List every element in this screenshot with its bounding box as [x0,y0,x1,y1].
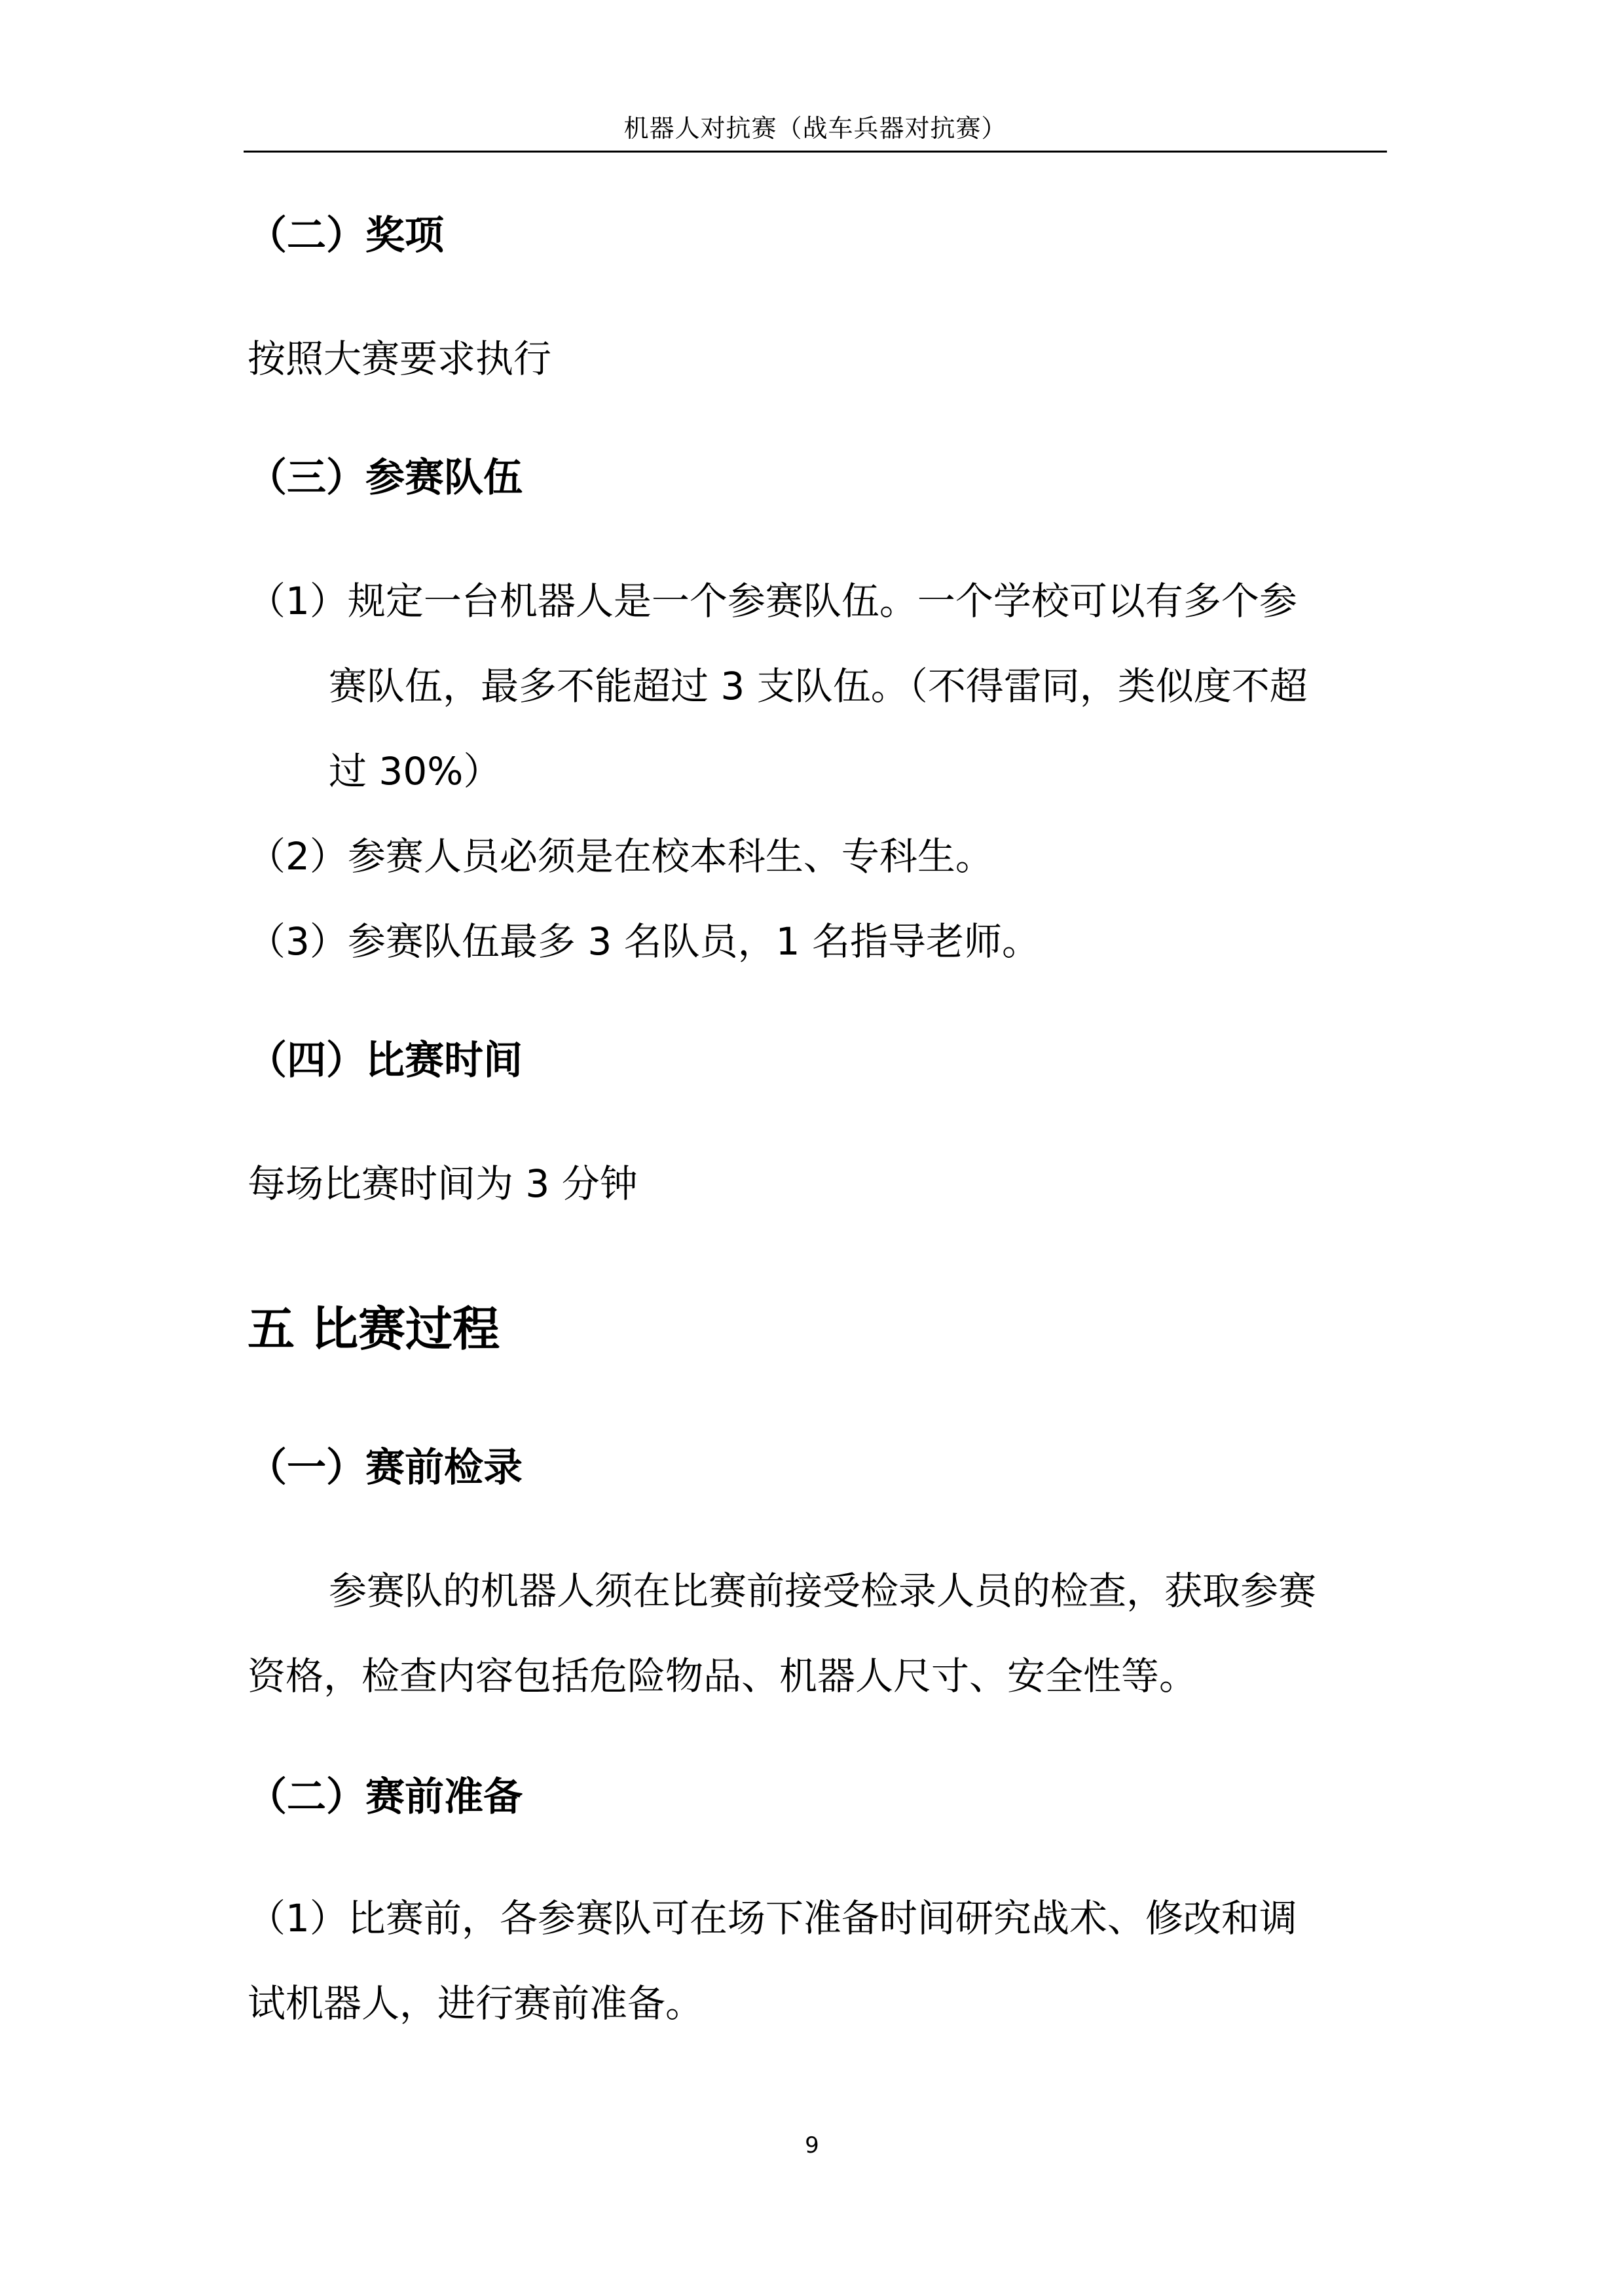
header-divider [244,151,1387,153]
teams-heading: （三）参赛队伍 [248,455,523,501]
teams-item-1-line-2: 赛队伍，最多不能超过 3 支队伍。（不得雷同，类似度不超 [329,664,1308,708]
teams-item-3: （3）参赛队伍最多 3 名队员，1 名指导老师。 [248,919,1041,964]
checkin-paragraph-line-1: 参赛队的机器人须在比赛前接受检录人员的检查，获取参赛 [329,1569,1317,1613]
process-heading: 五 比赛过程 [248,1302,500,1357]
awards-text: 按照大赛要求执行 [248,337,552,381]
teams-item-2: （2）参赛人员必须是在校本科生、专科生。 [248,834,993,879]
page-number: 9 [805,2132,819,2159]
running-header: 机器人对抗赛（战车兵器对抗赛） [623,114,1007,143]
prep-heading: （二）赛前准备 [248,1774,523,1820]
prep-item-1-line-1: （1）比赛前，各参赛队可在场下准备时间研究战术、修改和调 [248,1896,1297,1941]
awards-heading: （二）奖项 [248,213,444,259]
prep-item-1-line-2: 试机器人，进行赛前准备。 [248,1981,704,2026]
time-text: 每场比赛时间为 3 分钟 [248,1161,638,1206]
teams-item-1-line-1: （1）规定一台机器人是一个参赛队伍。一个学校可以有多个参 [248,579,1297,623]
checkin-paragraph-line-2: 资格，检查内容包括危险物品、机器人尺寸、安全性等。 [248,1654,1198,1698]
checkin-heading: （一）赛前检录 [248,1445,523,1491]
teams-item-1-line-3: 过 30%） [329,749,502,793]
time-heading: （四）比赛时间 [248,1038,523,1084]
